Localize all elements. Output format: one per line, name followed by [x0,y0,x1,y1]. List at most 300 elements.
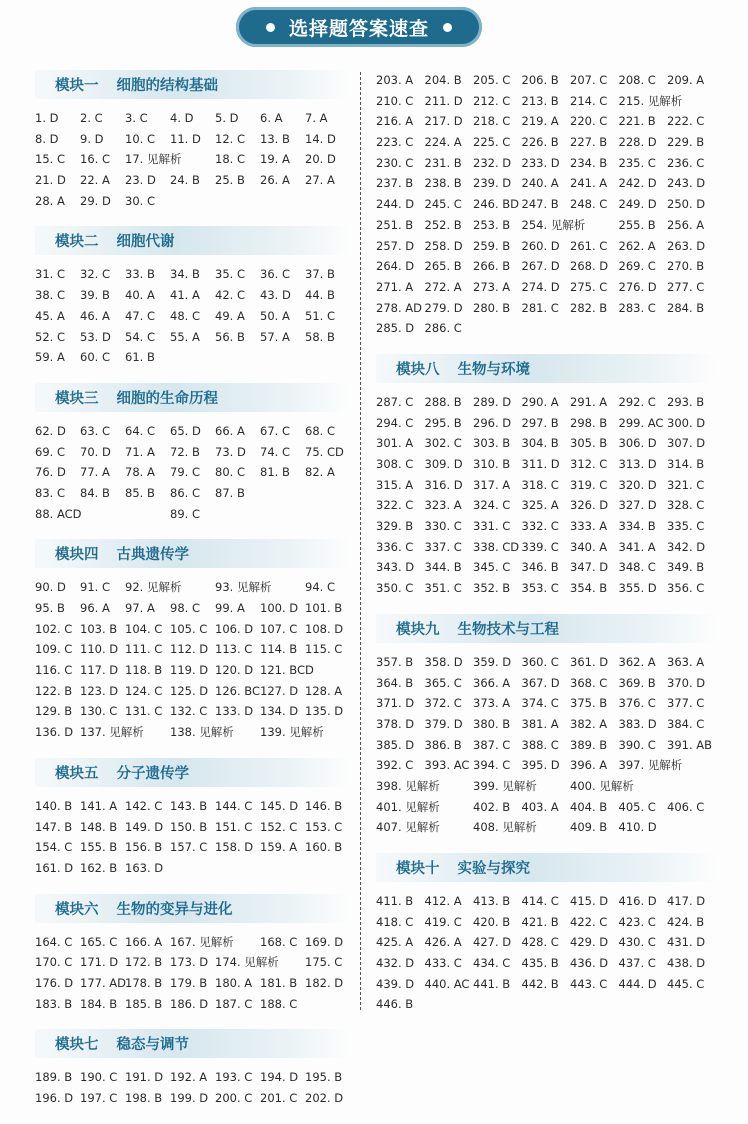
module-name: 生物与环境 [457,361,530,378]
answer-item: 268. D [570,259,609,274]
answer-item: 303. B [473,436,511,451]
answer-item: 3. C [125,111,148,125]
answer-item: 119. D [170,663,209,678]
answer-item: 13. B [260,131,290,146]
answer-item: 327. D [618,498,657,513]
page-title: 选择题答案速查 [288,17,429,40]
answer-item: 423. C [618,914,656,929]
answer-item: 41. A [170,288,200,303]
answer-item: 441. B [473,976,511,991]
answer-item: 214. C [570,93,608,108]
answer-item: 186. D [170,996,209,1011]
answer-item: 362. A [618,654,656,669]
answer-item: 417. D [667,894,706,908]
answer-item: 251. B [376,217,414,232]
answer-item: 63. C [80,423,110,438]
answer-item: 355. D [618,581,657,596]
answer-item: 422. C [570,914,608,929]
answer-item: 403. A [521,799,559,814]
answer-item: 176. D [35,975,74,990]
answer-item: 390. C [618,737,656,752]
answer-item: 221. B [618,114,656,129]
answer-item: 267. D [521,259,560,274]
answer-item: 300. D [667,415,706,430]
module-name: 细胞的结构基础 [116,78,218,94]
answer-item: 388. C [521,737,559,752]
answer-list [35,932,350,1015]
answer-item: 270. B [667,259,705,274]
answer-item: 236. C [667,155,705,170]
module-label: 模块六 [55,901,99,918]
answer-item: 31. C [35,267,65,282]
answer-item: 92. 见解析 [125,580,182,595]
answer-item: 118. B [125,663,163,678]
module-name: 细胞的生命历程 [116,390,218,407]
answer-item: 241. A [570,176,608,191]
answer-item: 152. C [260,819,298,834]
answer-item: 148. B [80,819,118,834]
answer-item: 168. C [260,934,298,949]
answer-item: 219. A [521,114,559,129]
answer-item: 159. A [260,840,298,855]
answer-item: 431. D [667,935,706,950]
answer-item: 198. B [125,1091,163,1105]
answer-item: 415. D [570,894,609,908]
answer-item: 442. B [521,976,559,991]
answer-item: 225. C [473,135,511,150]
answer-item: 385. D [376,737,415,752]
answer-item: 407. 见解析 [376,820,440,835]
answer-item: 196. D [35,1091,74,1105]
section-spacer [376,1015,716,1030]
answer-item: 169. D [305,934,344,949]
answer-item: 305. B [570,436,608,451]
answer-item: 352. B [473,581,511,596]
answer-item: 445. C [667,976,705,991]
answer-item: 184. B [80,996,118,1011]
answer-item: 364. B [376,675,414,690]
answer-item: 273. A [473,279,511,294]
answer-item: 399. 见解析 [473,778,537,793]
section-spacer [35,211,350,226]
answer-item: 162. B [80,860,118,875]
answer-item: 278. AD [376,300,422,315]
answer-item: 387. C [473,737,511,752]
answer-list [35,1067,350,1108]
answer-item: 99. A [215,601,245,615]
answer-item: 255. B [618,217,656,232]
answer-item: 199. D [170,1091,209,1105]
answer-item: 122. B [35,683,73,698]
answer-item: 333. A [570,519,608,534]
answer-item: 411. B [376,894,414,908]
right-column [376,70,716,1030]
answer-item: 351. C [424,581,462,596]
answer-item: 113. C [215,642,253,657]
answer-item: 216. A [376,114,414,129]
answer-item: 139. 见解析 [260,725,324,740]
answer-item: 36. C [260,267,290,282]
answer-item: 330. C [424,519,462,534]
answer-item: 446. B [376,997,414,1012]
answer-item: 373. A [473,696,511,711]
answer-list [35,796,350,879]
answer-item: 133. D [215,704,254,719]
answer-item: 25. B [215,173,245,188]
answer-item: 269. C [618,259,656,274]
answer-item: 117. D [80,663,119,678]
answer-item: 76. D [35,465,66,480]
section-heading [35,70,350,99]
answer-item: 264. D [376,259,415,274]
answer-item: 210. C [376,93,414,108]
title-banner [236,7,482,47]
answer-item: 105. C [170,621,208,636]
answer-item: 392. C [376,758,414,773]
answer-item: 434. C [473,956,511,971]
answer-list [35,108,350,211]
answer-item: 381. A [521,716,559,731]
answer-item: 413. B [473,894,511,908]
answer-section [35,383,350,524]
answer-item: 89. C [170,506,200,521]
answer-item: 220. C [570,114,608,129]
answer-item: 208. C [618,73,656,87]
answer-item: 252. B [424,217,462,232]
answer-item: 167. 见解析 [170,934,234,949]
answer-item: 170. C [35,955,73,970]
answer-item: 132. C [170,704,208,719]
answer-item: 164. C [35,934,73,949]
section-heading [35,1029,350,1058]
answer-item: 337. C [424,539,462,554]
answer-list [35,264,350,367]
answer-item: 391. AB [667,737,713,752]
answer-item: 124. C [125,683,163,698]
answer-item: 420. B [473,914,511,929]
answer-item: 44. B [305,288,335,303]
answer-item: 90. D [35,580,66,595]
answer-item: 188. C [260,996,298,1011]
answer-item: 143. B [170,798,208,813]
answer-item: 93. 见解析 [215,580,272,595]
answer-item: 292. C [618,394,656,409]
answer-item: 86. C [170,485,200,500]
answer-item: 55. A [170,329,200,344]
answer-item: 138. 见解析 [170,725,234,740]
answer-list [35,421,350,524]
answer-item: 79. C [170,465,200,480]
answer-item: 432. D [376,956,415,971]
answer-item: 100. D [260,601,299,615]
answer-item: 78. A [125,465,155,480]
answer-item: 15. C [35,152,65,167]
answer-list [376,891,716,1015]
answer-item: 436. D [570,956,609,971]
answer-item: 394. C [473,758,511,773]
answer-item: 233. D [521,155,560,170]
section-spacer [35,743,350,758]
answer-item: 68. C [305,423,335,438]
answer-item: 365. C [424,675,462,690]
answer-item: 234. B [570,155,608,170]
answer-item: 375. B [570,696,608,711]
answer-item: 243. D [667,176,706,191]
answer-item: 286. C [424,321,462,336]
answer-item: 104. C [125,621,163,636]
answer-item: 438. D [667,956,706,971]
module-name: 古典遗传学 [116,547,189,564]
answer-item: 183. B [35,996,73,1011]
answer-item: 149. D [125,819,164,834]
answer-item: 283. C [618,300,656,315]
answer-item: 331. C [473,519,511,534]
answer-item: 80. C [215,465,245,480]
section-spacer [35,879,350,894]
answer-item: 357. B [376,654,414,669]
answer-item: 302. C [424,436,462,451]
answer-item: 332. C [521,519,559,534]
answer-item: 257. D [376,238,415,253]
answer-item: 291. A [570,394,608,409]
answer-item: 400. 见解析 [570,778,634,793]
answer-item: 275. C [570,279,608,294]
module-label: 模块八 [396,361,440,378]
answer-item: 96. A [80,601,110,615]
answer-item: 308. C [376,457,414,471]
answer-item: 114. B [260,642,298,657]
answer-item: 192. A [170,1070,208,1085]
answer-item: 427. D [473,935,512,950]
answer-item: 306. D [618,436,657,451]
answer-item: 425. A [376,935,414,950]
answer-item: 43. D [260,288,291,303]
answer-item: 314. B [667,457,705,471]
answer-item: 161. D [35,860,74,875]
answer-item: 223. C [376,135,414,150]
answer-item: 232. D [473,155,512,170]
answer-item: 240. A [521,176,559,191]
answer-item: 35. C [215,267,245,282]
answer-item: 319. C [570,477,608,492]
answer-item: 20. D [305,152,336,167]
answer-item: 311. D [521,457,560,471]
answer-item: 26. A [260,173,290,188]
answer-item: 106. D [215,621,254,636]
answer-item: 140. B [35,798,73,813]
answer-item: 295. B [424,415,462,430]
answer-item: 284. B [667,300,705,315]
answer-item: 416. D [618,894,657,908]
answer-item: 22. A [80,173,110,188]
answer-item: 85. B [125,485,155,500]
answer-item: 203. A [376,73,414,87]
answer-section [376,614,716,838]
answer-item: 382. A [570,716,608,731]
answer-item: 288. B [424,394,462,409]
answer-item: 131. C [125,704,163,719]
answer-item: 197. C [80,1091,118,1105]
answer-item: 280. B [473,300,511,315]
module-label: 模块四 [55,547,99,564]
answer-section [35,70,350,211]
answer-item: 14. D [305,131,336,146]
answer-item: 440. AC [424,976,470,991]
answer-item: 127. D [260,683,299,698]
answer-item: 202. D [305,1091,344,1105]
answer-item: 178. B [125,975,163,990]
answer-item: 428. C [521,935,559,950]
answer-item: 107. C [260,621,298,636]
answer-item: 320. D [618,477,657,492]
answer-item: 40. A [125,288,155,303]
answer-item: 266. B [473,259,511,274]
answer-item: 344. B [424,560,462,575]
answer-item: 126. BC [215,683,260,698]
answer-item: 60. C [80,350,110,365]
section-spacer [376,838,716,853]
answer-item: 182. D [305,975,344,990]
answer-item: 11. D [170,131,201,146]
answer-item: 276. D [618,279,657,294]
answer-item: 247. B [521,197,559,212]
section-heading [35,226,350,255]
module-name: 实验与探究 [457,861,530,877]
answer-item: 249. D [618,197,657,212]
answer-item: 370. D [667,675,706,690]
answer-item: 250. D [667,197,706,212]
answer-item: 377. C [667,696,705,711]
answer-item: 134. D [260,704,299,719]
answer-item: 282. B [570,300,608,315]
answer-item: 6. A [260,111,283,125]
answer-item: 334. B [618,519,656,534]
answer-item: 82. A [305,465,335,480]
answer-item: 374. C [521,696,559,711]
answer-item: 294. C [376,415,414,430]
answer-item: 145. D [260,798,299,813]
answer-item: 200. C [215,1091,253,1105]
section-spacer [376,339,716,354]
answer-list [376,392,716,599]
answer-item: 173. D [170,955,209,970]
answer-item: 27. A [305,173,335,188]
answer-item: 359. D [473,654,512,669]
answer-item: 120. D [215,663,254,678]
answer-item: 181. B [260,975,298,990]
answer-item: 371. D [376,696,415,711]
answer-section [376,70,716,339]
answer-item: 29. D [80,193,111,208]
answer-item: 17. 见解析 [125,152,182,167]
section-heading [35,894,350,923]
answer-item: 274. D [521,279,560,294]
answer-item: 42. C [215,288,245,303]
answer-item: 8. D [35,131,59,146]
answer-item: 110. D [80,642,119,657]
answer-item: 205. C [473,73,511,87]
answer-item: 342. D [667,539,706,554]
answer-list [376,652,716,838]
section-spacer [35,1109,350,1124]
answer-item: 61. B [125,350,155,365]
module-label: 模块七 [55,1037,99,1054]
answer-item: 363. A [667,654,705,669]
answer-item: 50. A [260,308,290,323]
answer-item: 172. B [125,955,163,970]
answer-item: 37. B [305,267,335,282]
answer-item: 16. C [80,152,110,167]
answer-item: 213. B [521,93,559,108]
answer-item: 49. A [215,308,245,323]
answer-item: 339. C [521,539,559,554]
answer-item: 419. C [424,914,462,929]
section-spacer [35,524,350,539]
answer-item: 217. D [424,114,463,129]
answer-item: 193. C [215,1070,253,1085]
answer-item: 361. D [570,654,609,669]
answer-item: 366. A [473,675,511,690]
answer-item: 116. C [35,663,73,678]
answer-item: 74. C [260,444,290,459]
answer-item: 33. B [125,267,155,282]
answer-item: 187. C [215,996,253,1011]
answer-item: 398. 见解析 [376,778,440,793]
answer-item: 343. D [376,560,415,575]
answer-item: 430. C [618,935,656,950]
answer-item: 231. B [424,155,462,170]
answer-item: 245. C [424,197,462,212]
answer-item: 383. D [618,716,657,731]
answer-item: 237. B [376,176,414,191]
answer-item: 174. 见解析 [215,955,279,970]
answer-item: 349. B [667,560,705,575]
answer-item: 71. A [125,444,155,459]
answer-list [376,70,716,339]
answer-item: 439. D [376,976,415,991]
answer-item: 84. B [80,485,110,500]
answer-item: 158. D [215,840,254,855]
answer-item: 239. D [473,176,512,191]
answer-item: 77. A [80,465,110,480]
answer-item: 299. AC [618,415,664,430]
left-column [35,70,350,1124]
answer-item: 156. B [125,840,163,855]
answer-item: 368. C [570,675,608,690]
answer-item: 66. A [215,423,245,438]
answer-section [35,1029,350,1108]
answer-item: 23. D [125,173,156,188]
answer-item: 18. C [215,152,245,167]
answer-item: 317. A [473,477,511,492]
answer-item: 24. B [170,173,200,188]
answer-item: 358. D [424,654,463,669]
answer-item: 201. C [260,1091,298,1105]
answer-item: 230. C [376,155,414,170]
answer-item: 238. B [424,176,462,191]
answer-item: 38. C [35,288,65,303]
banner-dot-right [443,23,452,32]
answer-item: 75. CD [305,444,344,459]
section-heading [35,383,350,412]
answer-item: 412. A [424,894,462,908]
section-spacer [376,599,716,614]
answer-item: 4. D [170,111,194,125]
answer-item: 304. B [521,436,559,451]
answer-item: 62. D [35,423,66,438]
answer-item: 347. D [570,560,609,575]
answer-item: 218. C [473,114,511,129]
